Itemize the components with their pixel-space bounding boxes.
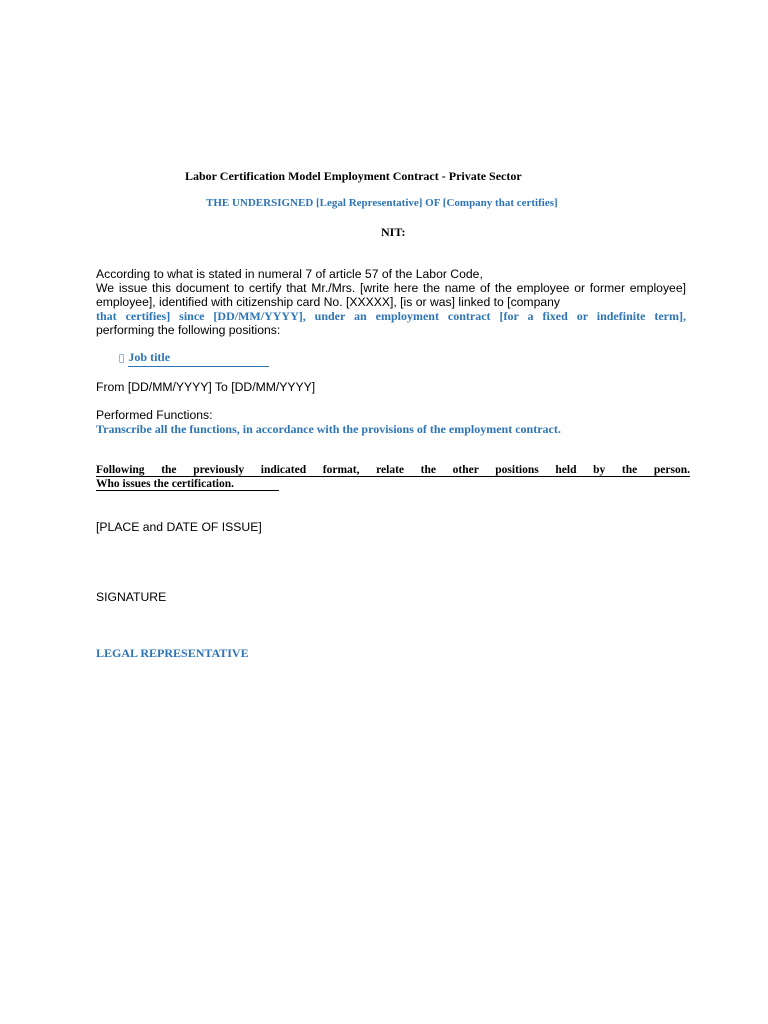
document-title: Labor Certification Model Employment Contract - Private Sector	[185, 169, 522, 183]
paragraph-line: that certifies] since [DD/MM/YYYY], under an employment contract [for a fixed or indefinite term],	[96, 309, 686, 323]
employment-dates: From [DD/MM/YYYY] To [DD/MM/YYYY]	[96, 380, 316, 394]
paragraph-line: employee], identified with citizenship card No. [XXXXX], [is or was] linked to [company	[96, 295, 561, 309]
signature-label: SIGNATURE	[96, 590, 167, 604]
place-and-date: [PLACE and DATE OF ISSUE]	[96, 520, 262, 534]
job-title-field: Job title	[128, 350, 269, 367]
undersigned-line: THE UNDERSIGNED [Legal Representative] OF [Company that certifies]	[206, 197, 558, 209]
functions-instructions: Transcribe all the functions, in accordance with the provisions of the employment contract.	[96, 422, 561, 436]
paragraph-line: We issue this document to certify that Mr./Mrs. [write here the name of the employee or former employee]	[96, 281, 686, 295]
functions-label: Performed Functions:	[96, 408, 213, 422]
paragraph-line: performing the following positions:	[96, 323, 281, 337]
bullet-icon	[119, 354, 124, 364]
legal-representative-label: LEGAL REPRESENTATIVE	[96, 646, 249, 660]
paragraph-line: According to what is stated in numeral 7 of article 57 of the Labor Code,	[96, 267, 483, 281]
other-positions-note-continued: Who issues the certification.	[96, 478, 279, 491]
nit-label: NIT:	[381, 225, 406, 239]
job-title-row	[119, 350, 269, 367]
other-positions-note: Following the previously indicated format, relate the other positions held by the person.	[96, 464, 690, 476]
